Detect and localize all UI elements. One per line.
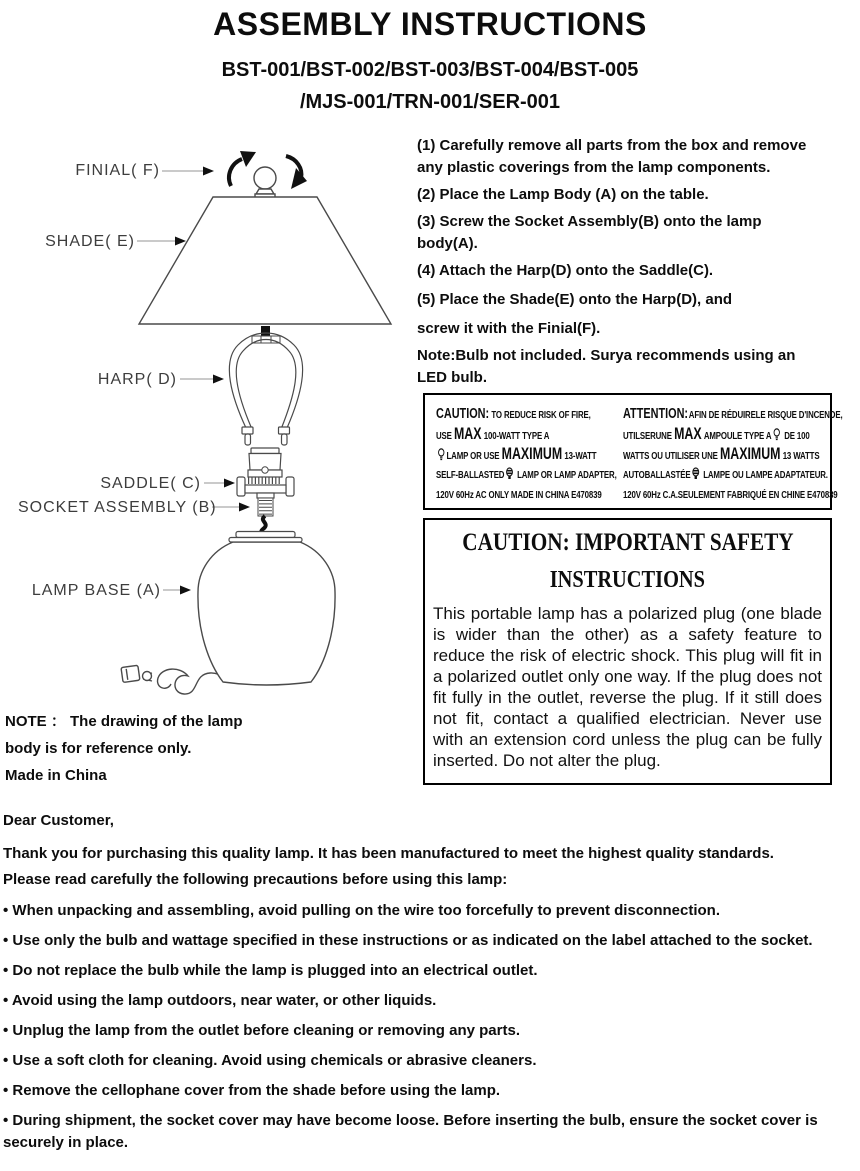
step-3: (3) Screw the Socket Assembly(B) onto the lamp body(A).: [417, 213, 762, 252]
finial-drawing: [254, 167, 276, 198]
step-5-continued: screw it with the Finial(F).: [417, 320, 601, 337]
label-socket-assembly: SOCKET ASSEMBLY (B): [18, 499, 217, 516]
rotate-arrow-left-icon: [229, 151, 256, 186]
note-line1: NOTE ： The drawing of the lamp: [5, 713, 243, 730]
harp-drawing: [229, 326, 302, 445]
note-line2: body is for reference only.: [5, 740, 192, 757]
label-shade: SHADE( E): [45, 233, 135, 250]
step-4: (4) Attach the Harp(D) onto the Saddle(C).: [417, 262, 714, 279]
caution-heading: CAUTION:: [436, 406, 490, 422]
assembly-steps: [417, 135, 851, 394]
safety-title-line2: INSTRUCTIONS: [549, 567, 706, 593]
precaution-bullet: • Do not replace the bulb while the lamp is plugged into an electrical outlet.: [3, 962, 538, 979]
label-lamp-base: LAMP BASE (A): [31, 582, 161, 599]
label-saddle: SADDLE( C): [100, 475, 201, 492]
step-5: (5) Place the Shade(E) onto the Harp(D), and: [417, 291, 733, 308]
precaution-bullet: • Remove the cellophane cover from the shade before using the lamp.: [3, 1082, 501, 1099]
precaution-bullet: • Use only the bulb and wattage specified in these instructions or as indicated on the label attached to the socket.: [3, 932, 813, 949]
customer-precautions: [3, 810, 854, 1162]
safety-instructions-box: [423, 518, 832, 785]
reference-note: [5, 708, 243, 789]
label-harp: HARP( D): [97, 371, 177, 388]
caution-english-column: CAUTION: TO REDUCE RISK OF FIRE, USE MAX 100-WATT TYPE A LAMP OR USE MAXIMUM 13-WATT SELF-BALLASTED LAMP OR LAMP ADAPTER, 120V 60Hz AC ONLY MADE IN CHINA E470839: [436, 406, 617, 501]
page-title: ASSEMBLY INSTRUCTIONS: [213, 6, 647, 42]
precaution-bullet: • Avoid using the lamp outdoors, near water, or other liquids.: [3, 992, 437, 1009]
socket-assembly-drawing: [237, 448, 294, 537]
attention-heading: ATTENTION:: [623, 406, 689, 422]
shade-drawing: [139, 197, 391, 324]
cfl-bulb-icon: [692, 466, 700, 486]
caution-french-column: ATTENTION:AFIN DE RÉDUIRELE RISQUE D'INCENDE, UTILSERUNE MAX AMPOULE TYPE A DE 100 WATTS OU UTILISER UNE MAXIMUM 13 WATTS AUTOBALLASTÉE LAMPE OU LAMPE ADAPTATEUR. 120V 60Hz C.A.SEULEMENT FABRIQUÉ EN CHINE E470839: [623, 406, 843, 501]
bulb-note: Note:Bulb not included. Surya recommends using an LED bulb.: [417, 347, 796, 386]
ul-caution-label: [423, 393, 843, 510]
model-numbers-line1: BST-001/BST-002/BST-003/BST-004/BST-005: [221, 59, 639, 81]
lamp-diagram: [0, 130, 420, 710]
precaution-bullet: • When unpacking and assembling, avoid pulling on the wire too forcefully to prevent disconnection.: [3, 902, 720, 919]
safety-title-line1: CAUTION: IMPORTANT SAFETY: [461, 529, 794, 556]
lamp-base-drawing: [198, 532, 335, 686]
intro-paragraph: Thank you for purchasing this quality lamp. It has been manufactured to meet the highest quality standards. Please read carefully the following precautions before using this lamp:: [3, 845, 774, 888]
rotate-arrow-right-icon: [286, 156, 307, 189]
safety-body-text: This portable lamp has a polarized plug (one blade is wider than the other) as a safety feature to reduce the risk of electric shock. This plug will fit in a polarized outlet only one way. If the plug does not fit fully in the outlet, reverse the plug. If it still does not fit, contact a qualified electrician. Never use with an extension cord unless the plug can be fully inserted. Do not alter the plug.: [433, 604, 822, 770]
salutation: Dear Customer,: [3, 812, 114, 829]
precaution-bullet: • During shipment, the socket cover may have become loose. Before inserting the bulb, ensure the socket cover is securely in place.: [3, 1112, 818, 1151]
model-numbers-line2: /MJS-001/TRN-001/SER-001: [299, 91, 561, 113]
label-finial: FINIAL( F): [75, 162, 160, 179]
made-in-china: Made in China: [5, 767, 107, 784]
step-1: (1) Carefully remove all parts from the box and remove any plastic coverings from the lamp components.: [417, 137, 807, 176]
cfl-bulb-icon: [506, 466, 514, 486]
precaution-bullet: • Use a soft cloth for cleaning. Avoid using chemicals or abrasive cleaners.: [3, 1052, 537, 1069]
precaution-bullet: • Unplug the lamp from the outlet before cleaning or removing any parts.: [3, 1022, 520, 1039]
step-2: (2) Place the Lamp Body (A) on the table.: [417, 186, 709, 203]
